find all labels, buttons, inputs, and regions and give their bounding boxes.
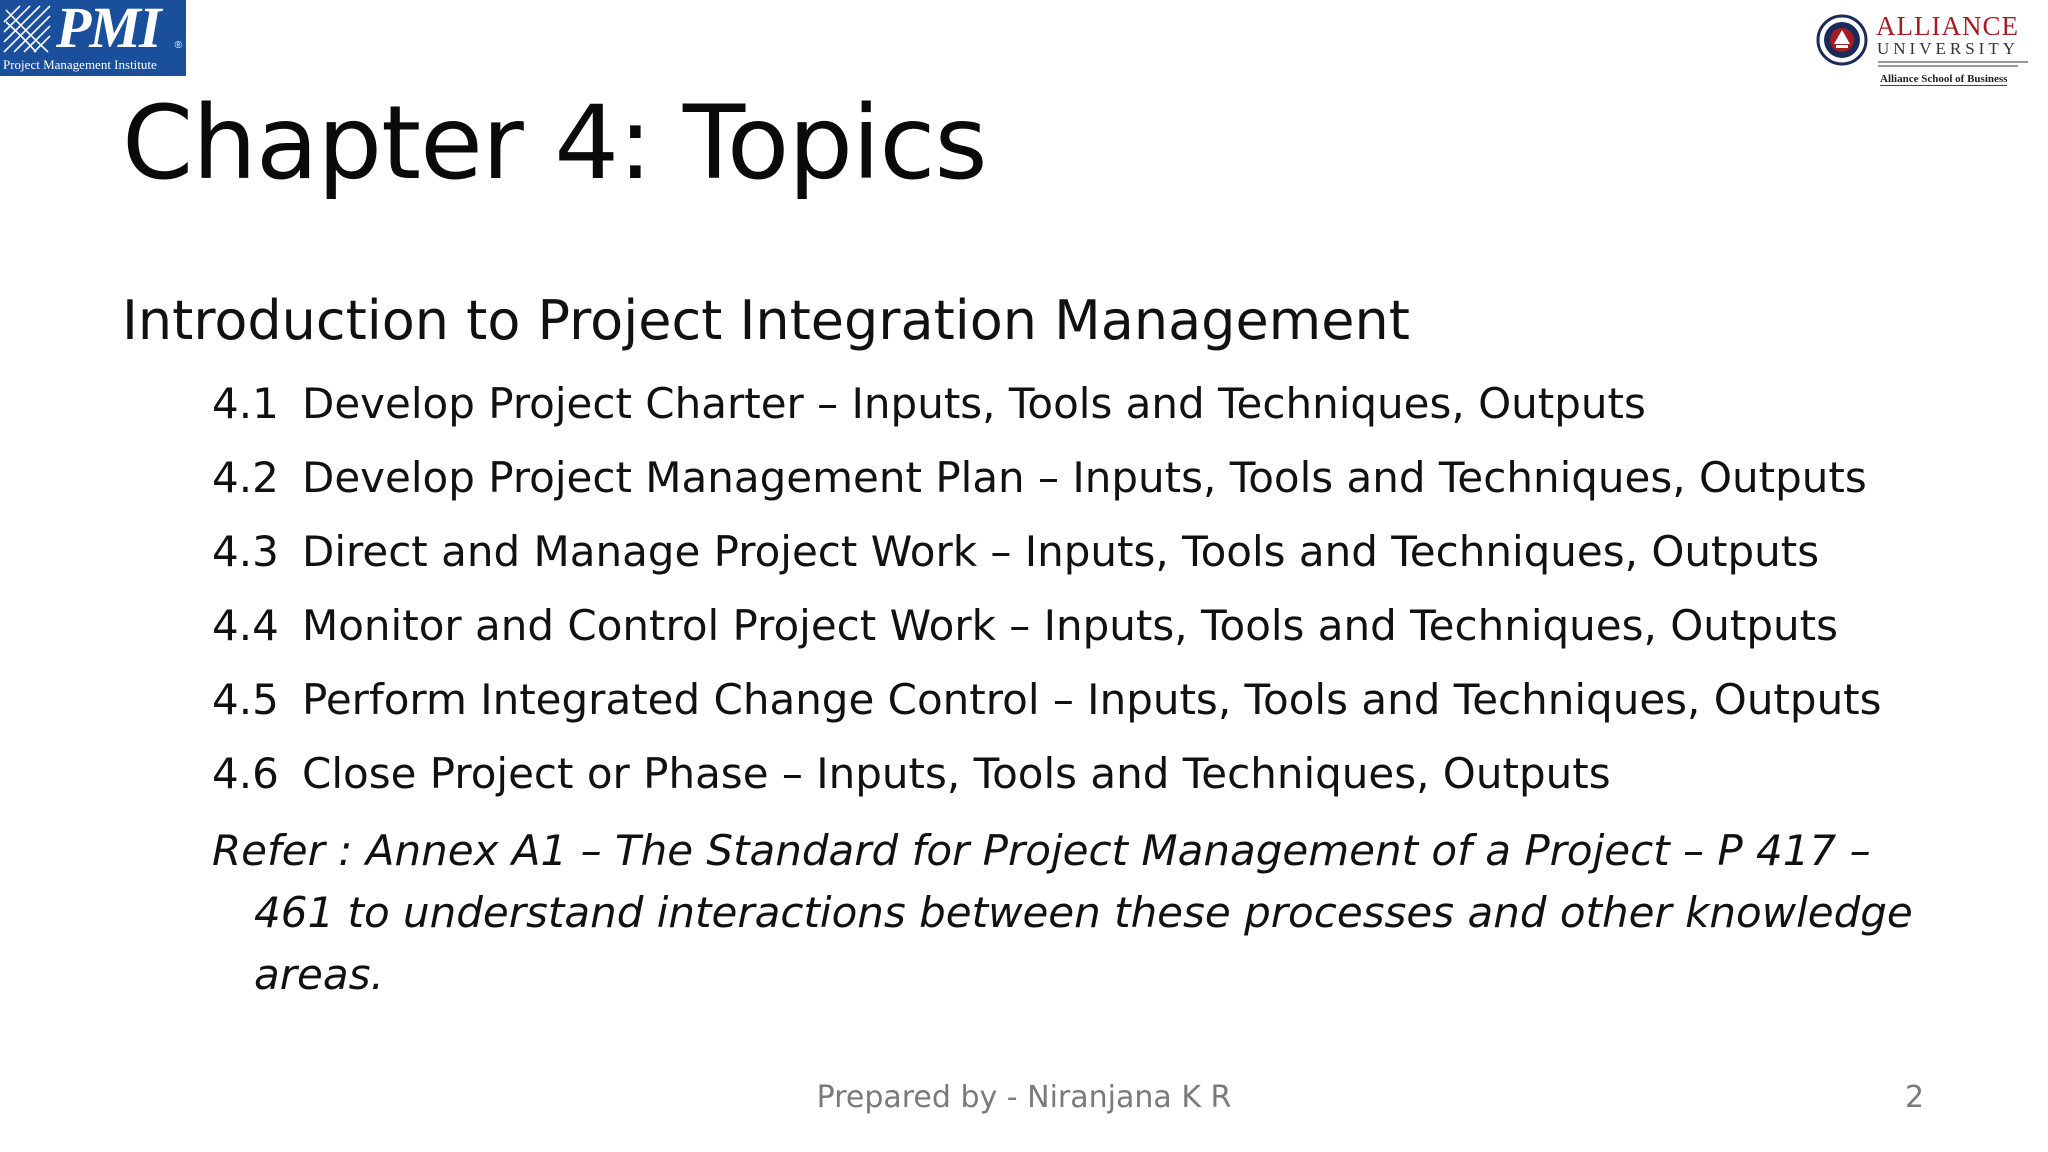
topic-item [212, 750, 1882, 824]
topic-number: 4.1 [212, 379, 279, 428]
topic-list [212, 380, 1882, 824]
topic-item [212, 676, 1882, 750]
registered-mark: ® [174, 40, 182, 51]
topic-text: Monitor and Control Project Work – Inputs, Tools and Techniques, Outputs [302, 601, 1838, 650]
intro-heading: Introduction to Project Integration Management [122, 289, 1410, 352]
topic-item [212, 380, 1882, 454]
topic-text: Direct and Manage Project Work – Inputs, Tools and Techniques, Outputs [302, 527, 1820, 576]
topic-number: 4.6 [212, 749, 279, 798]
globe-icon [2, 2, 52, 54]
alliance-fineprint [1878, 61, 2028, 71]
topic-number: 4.5 [212, 675, 279, 724]
alliance-name: ALLIANCE [1876, 11, 2019, 41]
topic-number: 4.4 [212, 601, 279, 650]
alliance-logo [1816, 8, 2036, 90]
topic-text: Develop Project Management Plan – Inputs, Tools and Techniques, Outputs [302, 453, 1867, 502]
university-seal-icon [1816, 14, 1868, 66]
alliance-university: UNIVERSITY [1877, 39, 2019, 58]
pmi-caption: Project Management Institute [3, 57, 157, 72]
topic-item [212, 528, 1882, 602]
topic-text: Close Project or Phase – Inputs, Tools and Techniques, Outputs [302, 749, 1611, 798]
refer-note [212, 820, 1913, 1006]
pmi-letters: PMI [56, 0, 160, 60]
slide-title: Chapter 4: Topics [122, 84, 987, 203]
refer-line: 461 to understand interactions between these processes and other knowledge [254, 888, 1913, 937]
alliance-school: Alliance School of Business [1880, 73, 2008, 85]
topic-text: Perform Integrated Change Control – Inputs, Tools and Techniques, Outputs [302, 675, 1882, 724]
topic-number: 4.2 [212, 453, 279, 502]
page-number: 2 [1905, 1080, 1925, 1115]
topic-item [212, 602, 1882, 676]
refer-line: areas. [254, 950, 384, 999]
pmi-logo [0, 0, 186, 76]
topic-number: 4.3 [212, 527, 279, 576]
refer-line: Refer : Annex A1 – The Standard for Project Management of a Project – P 417 – [212, 826, 1871, 875]
footer-prepared-by: Prepared by - Niranjana K R [816, 1080, 1232, 1115]
topic-item [212, 454, 1882, 528]
topic-text: Develop Project Charter – Inputs, Tools and Techniques, Outputs [302, 379, 1646, 428]
